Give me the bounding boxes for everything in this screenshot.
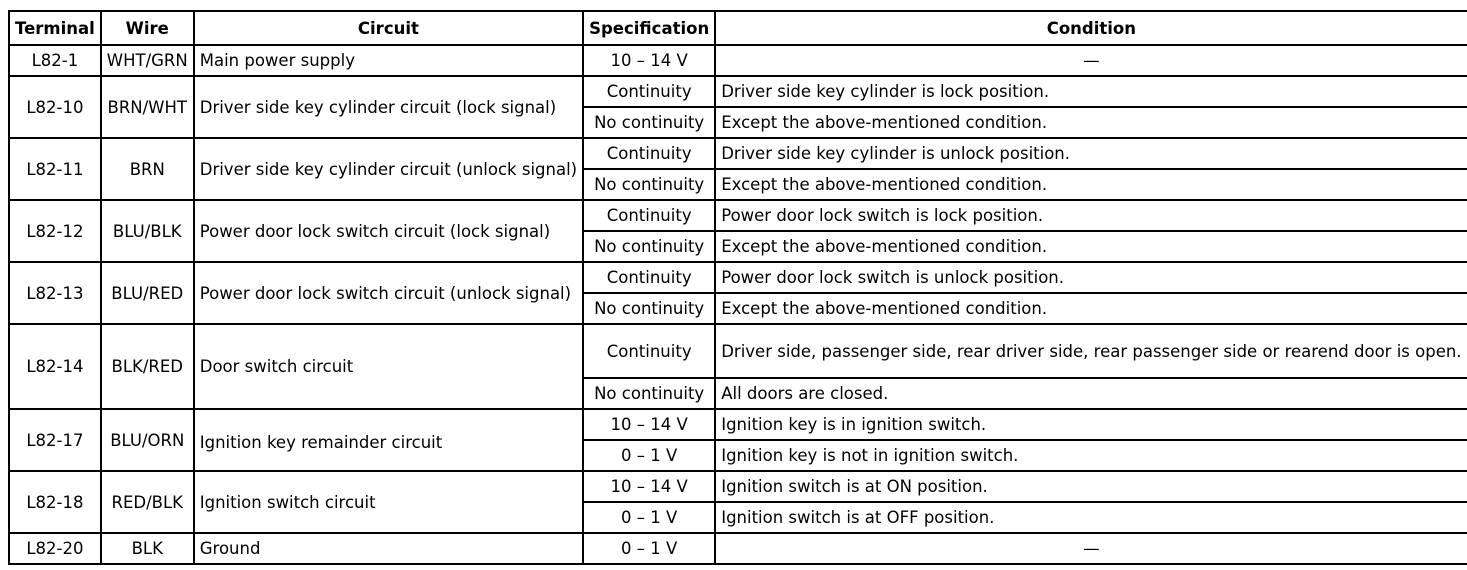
cell-terminal: L82-18 — [9, 471, 101, 533]
cell-specification: 10 – 14 V — [583, 45, 715, 76]
header-condition: Condition — [715, 11, 1466, 45]
table-row — [9, 409, 1467, 440]
cell-specification: Continuity — [583, 262, 715, 293]
cell-circuit: Main power supply — [194, 45, 583, 76]
cell-specification: Continuity — [583, 200, 715, 231]
cell-condition: Ignition switch is at ON position. — [715, 471, 1466, 502]
cell-circuit: Power door lock switch circuit (unlock signal) — [194, 262, 583, 324]
cell-specification: No continuity — [583, 293, 715, 324]
cell-terminal: L82-12 — [9, 200, 101, 262]
table-row — [9, 76, 1467, 107]
cell-terminal: L82-17 — [9, 409, 101, 471]
cell-condition: Except the above-mentioned condition. — [715, 231, 1466, 262]
cell-specification: Continuity — [583, 324, 715, 378]
cell-circuit: Door switch circuit — [194, 324, 583, 409]
cell-condition: Ignition key is in ignition switch. — [715, 409, 1466, 440]
cell-condition: — — [715, 533, 1466, 564]
cell-terminal: L82-11 — [9, 138, 101, 200]
cell-specification: 0 – 1 V — [583, 533, 715, 564]
table-row — [9, 324, 1467, 378]
cell-terminal: L82-13 — [9, 262, 101, 324]
header-wire: Wire — [101, 11, 194, 45]
cell-wire: WHT/GRN — [101, 45, 194, 76]
header-specification: Specification — [583, 11, 715, 45]
cell-specification: 0 – 1 V — [583, 440, 715, 471]
cell-wire: BRN — [101, 138, 194, 200]
cell-specification: Continuity — [583, 138, 715, 169]
cell-specification: 0 – 1 V — [583, 502, 715, 533]
terminal-spec-table — [8, 10, 1467, 565]
cell-circuit: Power door lock switch circuit (lock signal) — [194, 200, 583, 262]
cell-wire: BLK — [101, 533, 194, 564]
cell-terminal: L82-1 — [9, 45, 101, 76]
cell-specification: No continuity — [583, 231, 715, 262]
cell-condition: Except the above-mentioned condition. — [715, 107, 1466, 138]
cell-circuit: Ignition switch circuit — [194, 471, 583, 533]
cell-wire: BLU/ORN — [101, 409, 194, 471]
cell-specification: 10 – 14 V — [583, 409, 715, 440]
cell-wire: BRN/WHT — [101, 76, 194, 138]
table-row — [9, 262, 1467, 293]
table-row — [9, 138, 1467, 169]
cell-condition: Ignition switch is at OFF position. — [715, 502, 1466, 533]
header-terminal: Terminal — [9, 11, 101, 45]
cell-terminal: L82-20 — [9, 533, 101, 564]
cell-terminal: L82-10 — [9, 76, 101, 138]
cell-condition: — — [715, 45, 1466, 76]
cell-terminal: L82-14 — [9, 324, 101, 409]
cell-wire: RED/BLK — [101, 471, 194, 533]
cell-wire: BLU/RED — [101, 262, 194, 324]
cell-condition: Driver side key cylinder is lock position. — [715, 76, 1466, 107]
cell-wire: BLU/BLK — [101, 200, 194, 262]
cell-specification: No continuity — [583, 107, 715, 138]
cell-circuit: Driver side key cylinder circuit (lock signal) — [194, 76, 583, 138]
table-row — [9, 45, 1467, 76]
cell-specification: No continuity — [583, 169, 715, 200]
cell-specification: No continuity — [583, 378, 715, 409]
cell-circuit: Ignition key remainder circuit — [194, 409, 583, 471]
cell-condition: All doors are closed. — [715, 378, 1466, 409]
cell-specification: Continuity — [583, 76, 715, 107]
cell-condition: Ignition key is not in ignition switch. — [715, 440, 1466, 471]
cell-condition: Driver side, passenger side, rear driver side, rear passenger side or rearend door is open. — [715, 324, 1466, 378]
table-row — [9, 471, 1467, 502]
cell-specification: 10 – 14 V — [583, 471, 715, 502]
cell-wire: BLK/RED — [101, 324, 194, 409]
cell-circuit: Driver side key cylinder circuit (unlock signal) — [194, 138, 583, 200]
cell-condition: Power door lock switch is unlock position. — [715, 262, 1466, 293]
header-circuit: Circuit — [194, 11, 583, 45]
cell-condition: Driver side key cylinder is unlock position. — [715, 138, 1466, 169]
header-row — [9, 11, 1467, 45]
table-row — [9, 533, 1467, 564]
cell-circuit: Ground — [194, 533, 583, 564]
cell-condition: Except the above-mentioned condition. — [715, 293, 1466, 324]
cell-condition: Except the above-mentioned condition. — [715, 169, 1466, 200]
table-row — [9, 200, 1467, 231]
cell-condition: Power door lock switch is lock position. — [715, 200, 1466, 231]
